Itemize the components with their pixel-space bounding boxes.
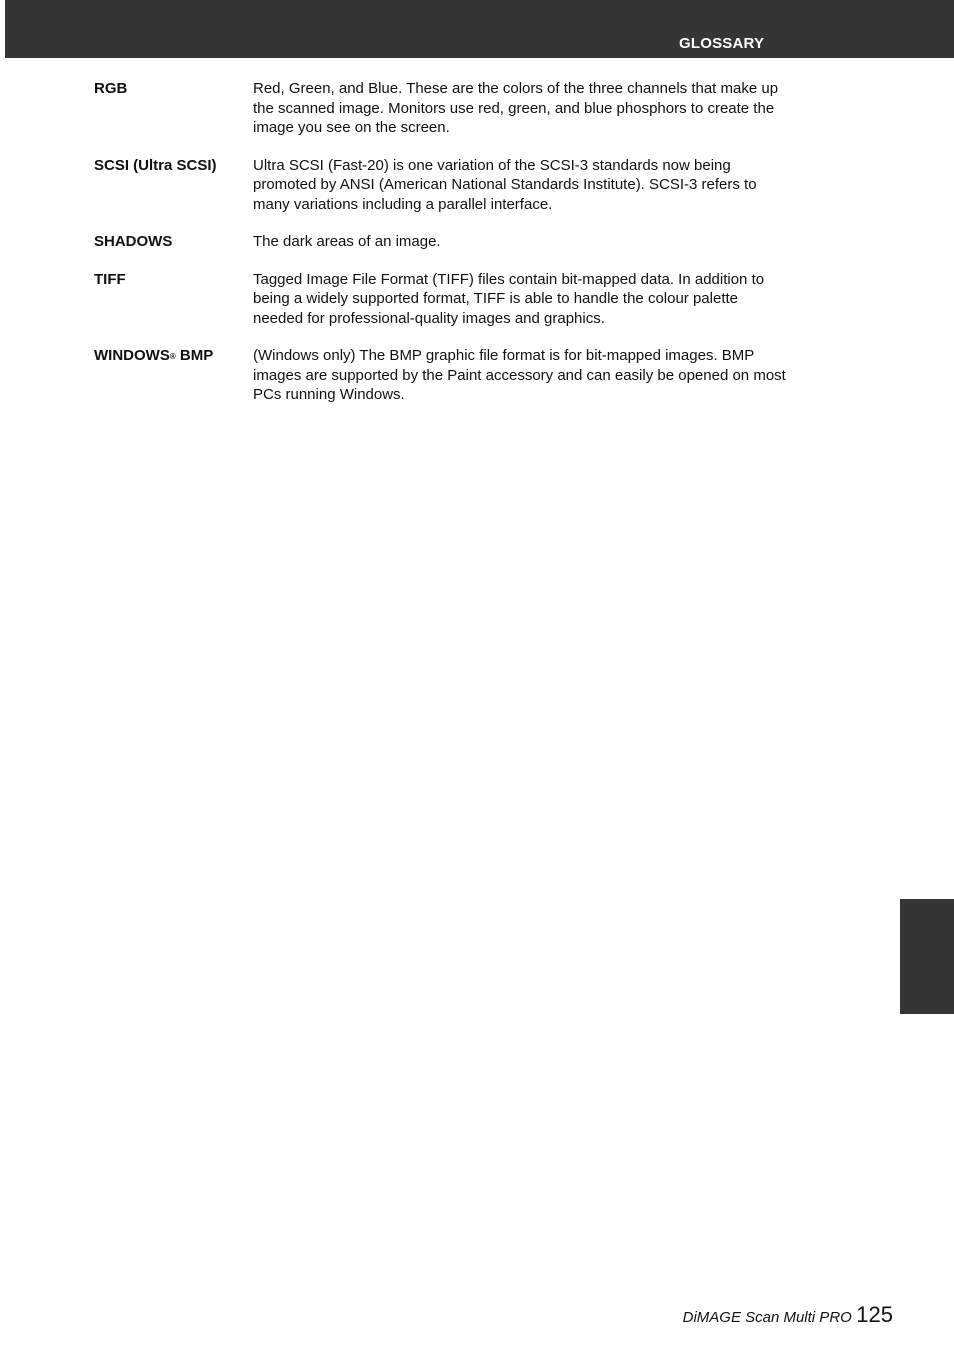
glossary-definition: Ultra SCSI (Fast-20) is one variation of the SCSI-3 standards now being promoted by ANSI (American National Standards Institute). SCSI-3 refers to many variations including a parallel interface. xyxy=(253,156,757,213)
glossary-entry-tiff xyxy=(94,270,794,329)
glossary-term xyxy=(94,346,249,366)
footer-product-name: DiMAGE Scan Multi PRO xyxy=(682,1309,852,1326)
glossary-term-suffix: BMP xyxy=(175,347,214,364)
page-footer xyxy=(683,1302,893,1328)
page-number: 125 xyxy=(856,1302,893,1327)
header-bar xyxy=(5,0,954,58)
glossary-term: SHADOWS xyxy=(94,233,173,250)
glossary-term-text: WINDOWS xyxy=(94,347,170,364)
registered-mark: ® xyxy=(169,352,176,361)
glossary-definition: The dark areas of an image. xyxy=(253,233,441,250)
glossary-definition: Tagged Image File Format (TIFF) files contain bit-mapped data. In addition to being a widely supported format, TIFF is able to handle the colour palette needed for professional-quality images and graphics. xyxy=(253,270,765,327)
glossary-term: RGB xyxy=(94,80,128,97)
glossary-term: SCSI (Ultra SCSI) xyxy=(94,156,217,174)
glossary-term: TIFF xyxy=(94,270,126,288)
glossary-entry-shadows xyxy=(94,232,794,252)
glossary-entry-rgb xyxy=(94,79,794,138)
glossary-entry-scsi xyxy=(94,156,794,215)
section-title: GLOSSARY xyxy=(679,35,765,52)
glossary-definition: Red, Green, and Blue. These are the colors of the three channels that make up the scanned image. Monitors use red, green, and blue phosphors to create the image you see on the screen. xyxy=(253,80,779,136)
glossary-list xyxy=(94,79,794,423)
glossary-definition: (Windows only) The BMP graphic file format is for bit-mapped images. BMP images are supported by the Paint accessory and can easily be opened on most PCs running Windows. xyxy=(253,347,786,403)
glossary-entry-windows-bmp xyxy=(94,346,794,405)
chapter-side-tab xyxy=(900,899,954,1014)
